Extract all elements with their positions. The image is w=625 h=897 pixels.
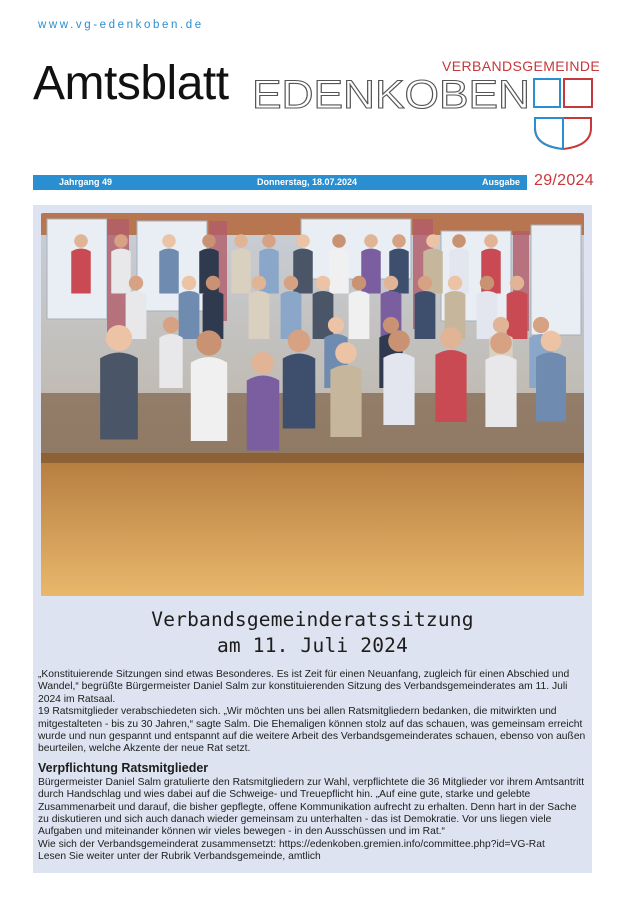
issue-label: Ausgabe [482, 177, 521, 187]
article-body [38, 669, 589, 864]
issue-date: Donnerstag, 18.07.2024 [257, 177, 358, 187]
headline-line-1: Verbandsgemeinderatssitzung [151, 608, 474, 631]
committee-link[interactable]: Wie sich der Verbandsgemeinderat zusammensetzt: https://edenkoben.gremien.info/committee.php?id=VG-Rat [38, 838, 545, 850]
volume-label: Jahrgang 49 [59, 177, 113, 187]
paragraph-farewell: 19 Ratsmitglieder verabschiedeten sich. „Wir möchten uns bei allen Ratsmitgliedern bedanken, die mitwirkten und mitgestalteten - bis zu 30 Jahren,“ sagte Salm. Die Ehemaligen können stolz auf das schauen, was gemeinsam erreicht wurde und nun gespannt und entspannt auf die weitere Arbeit des Verbandsgemeinderates schauen, ebenso von außen beurteilen, welche Akzente der neue Rat setzt. [38, 706, 586, 755]
headline-line-2: am 11. Juli 2024 [216, 634, 409, 657]
website-url[interactable]: www.vg-edenkoben.de [38, 19, 204, 31]
municipality-type: VERBANDSGEMEINDE [442, 58, 601, 74]
municipality-logo [252, 78, 534, 112]
article-subheading: Verpflichtung Ratsmitglieder [38, 760, 209, 775]
article-headline [33, 607, 592, 659]
read-more-note: Lesen Sie weiter unter der Rubrik Verbandsgemeinde, amtlich [38, 851, 321, 863]
paragraph-oath: Bürgermeister Daniel Salm gratulierte den Ratsmitgliedern zur Wahl, verpflichtete die 36 Mitglieder vor ihrem Amtsantritt durch Handschlag und wies dabei auf die Schweige- und Treuepflicht hin. „Auf eine gute, starke und gelebte Zusammenarbeit und darauf, die bisher gepflegte, offene Kommunikation aufrecht zu erhalten. Denn hart in der Sache zu diskutieren und sich auch danach wieder gemeinsam zu unterhalten - das ist Demokratie. Vor uns liegen viele Aufgaben und miteinander können wir vieles bewegen - in den Ausschüssen und im Rat.“ [38, 776, 585, 838]
issue-number: 29/2024 [534, 172, 594, 189]
crest-icon [533, 78, 593, 150]
group-photo [41, 213, 584, 596]
info-bar [33, 175, 527, 190]
municipality-name: EDENKOBEN [252, 78, 530, 112]
newspaper-title: Amtsblatt [33, 57, 229, 110]
paragraph-intro: „Konstituierende Sitzungen sind etwas Besonderes. Es ist Zeit für einen Neuanfang, zugleich für einen Abschied und Wandel,“ begrüßte Bürgermeister Daniel Salm zur konstituierenden Sitzung des Verbandsgemeinderates am 11. Juli 2024 im Ratsaal. [38, 669, 570, 705]
